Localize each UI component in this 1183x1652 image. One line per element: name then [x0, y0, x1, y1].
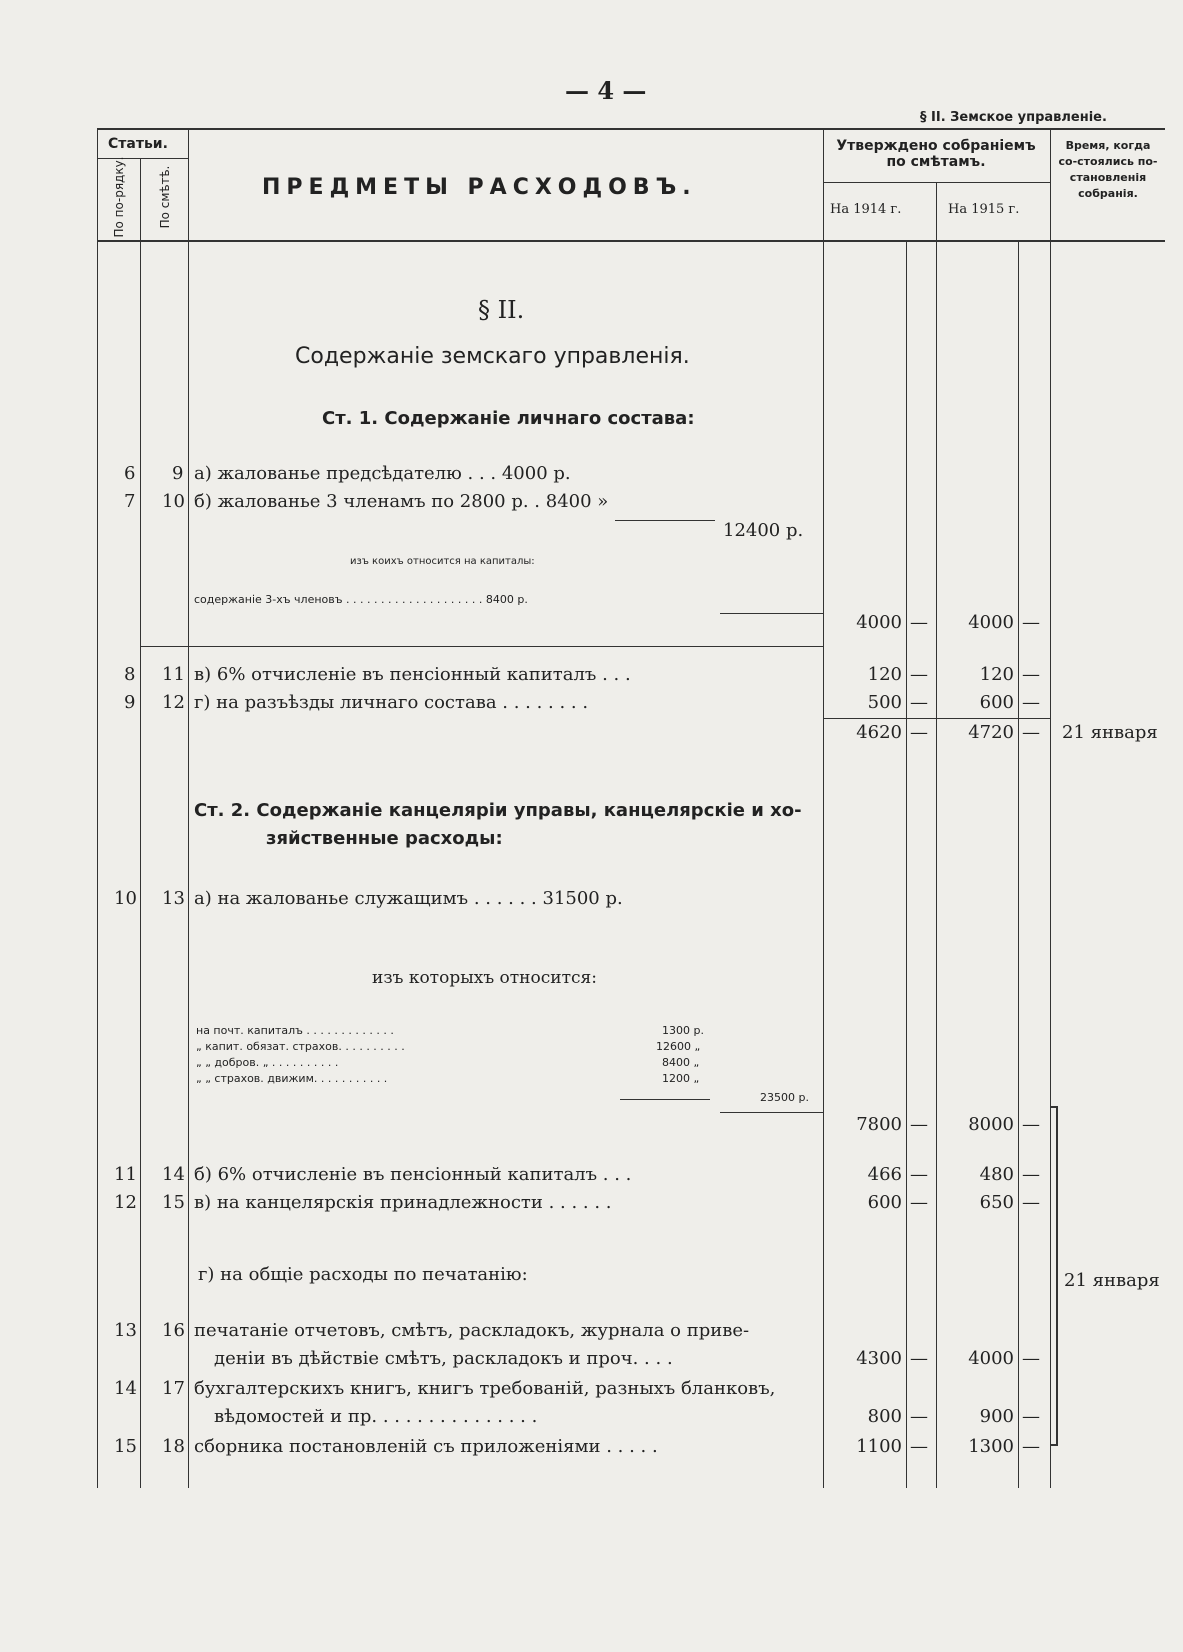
col-rule-1915-kop — [1018, 242, 1019, 1488]
header-year-1914: На 1914 г. — [830, 202, 902, 217]
resolution-date: 21 января — [1062, 722, 1158, 743]
col-rule-left — [97, 128, 98, 1488]
order-number: 15 — [114, 1436, 137, 1457]
col-rule-order — [140, 158, 141, 1488]
section-title: Содержаніе земскаго управленія. — [295, 344, 690, 369]
header-articles: Статьи. — [108, 136, 168, 152]
detail-value: 1200 „ — [662, 1072, 700, 1085]
total-1914: 4620 — [856, 722, 902, 743]
dash: — — [910, 1348, 928, 1369]
value-1915: 120 — [979, 664, 1014, 685]
dash: — — [910, 692, 928, 713]
st1-capital-line: содержаніе 3-хъ членовъ . . . . . . . . . . . . . . . . . . . . 8400 р. — [194, 593, 528, 606]
group-bracket — [1056, 1106, 1058, 1446]
estimate-number: 13 — [162, 888, 185, 909]
value-1914: 466 — [867, 1164, 902, 1185]
row-text: а) жалованье предсѣдателю . . . 4000 р. — [194, 463, 571, 484]
estimate-number: 9 — [172, 463, 184, 484]
dash: — — [1022, 1406, 1040, 1427]
estimate-number: 14 — [162, 1164, 185, 1185]
estimate-number: 16 — [162, 1320, 185, 1341]
header-by-order: По по-рядку. — [112, 156, 126, 238]
dash: — — [1022, 1192, 1040, 1213]
order-number: 8 — [124, 664, 136, 685]
order-number: 10 — [114, 888, 137, 909]
row-text: печатаніе отчетовъ, смѣтъ, раскладокъ, журнала о приве- — [194, 1320, 750, 1341]
st1-total-a-1915: 4000 — [968, 612, 1014, 633]
value-1914: 600 — [867, 1192, 902, 1213]
row-text: г) на разъѣзды личнаго состава . . . . . . . . — [194, 692, 589, 713]
section-mark: § II. — [478, 296, 525, 324]
st1-subtotal: 12400 р. — [723, 520, 804, 541]
value-1914: 120 — [867, 664, 902, 685]
st2-title-line1: Ст. 2. Содержаніе канцеляріи управы, канцелярскіе и хо- — [194, 800, 802, 821]
page-number: — 4 — — [565, 76, 647, 105]
col-rule-1914 — [823, 128, 824, 1488]
estimate-number: 17 — [162, 1378, 185, 1399]
st2-note: изъ которыхъ относится: — [372, 968, 597, 988]
total-a-1914: 7800 — [856, 1114, 902, 1135]
dash: — — [910, 1406, 928, 1427]
order-number: 12 — [114, 1192, 137, 1213]
row-text: вѣдомостей и пр. . . . . . . . . . . . . . . — [214, 1406, 538, 1427]
header-approved: Утверждено собраніемъ по смѣтамъ. — [836, 138, 1036, 170]
st1-capital-rule — [720, 613, 823, 614]
row-text: б) жалованье 3 членамъ по 2800 р. . 8400 » — [194, 491, 609, 512]
years-rule — [823, 182, 1050, 183]
st2-title-line2: зяйственные расходы: — [266, 828, 503, 849]
dash: — — [1022, 722, 1040, 743]
st1-title: Ст. 1. Содержаніе личнаго состава: — [322, 408, 695, 429]
order-number: 14 — [114, 1378, 137, 1399]
total-rule — [823, 718, 1050, 719]
col-rule-1915 — [936, 182, 937, 1488]
order-number: 6 — [124, 463, 136, 484]
detail-value: 8400 „ — [662, 1056, 700, 1069]
value-1914: 800 — [867, 1406, 902, 1427]
dash: — — [910, 1164, 928, 1185]
order-number: 7 — [124, 491, 136, 512]
articles-rule — [97, 158, 188, 159]
detail-label: „ „ страхов. движим. . . . . . . . . . . — [196, 1072, 388, 1085]
row-text: в) на канцелярскія принадлежности . . . . . . — [194, 1192, 612, 1213]
value-1915: 600 — [979, 692, 1014, 713]
dash: — — [910, 1114, 928, 1135]
header-time: Время, когда со-стоялись по-становленія собранія. — [1058, 139, 1158, 200]
section-running-header: § II. Земское управленіе. — [920, 110, 1107, 125]
detail-label: „ „ добров. „ . . . . . . . . . . — [196, 1056, 339, 1069]
value-1915: 4000 — [968, 1348, 1014, 1369]
dash: — — [1022, 1164, 1040, 1185]
dash: — — [910, 722, 928, 743]
table-top-rule — [97, 128, 1165, 130]
header-bottom-rule — [97, 240, 1165, 242]
details-total: 23500 р. — [760, 1091, 809, 1104]
dash: — — [910, 612, 928, 633]
total-a-1915: 8000 — [968, 1114, 1014, 1135]
row-text: в) 6% отчисленіе въ пенсіонный капиталъ . . . — [194, 664, 631, 685]
total-1915: 4720 — [968, 722, 1014, 743]
st1-total-a-1914: 4000 — [856, 612, 902, 633]
value-1914: 4300 — [856, 1348, 902, 1369]
value-1914: 500 — [867, 692, 902, 713]
dash: — — [910, 664, 928, 685]
header-year-1915: На 1915 г. — [948, 202, 1020, 217]
order-number: 9 — [124, 692, 136, 713]
dash: — — [1022, 612, 1040, 633]
detail-value: 12600 „ — [656, 1040, 701, 1053]
st2-row-g: г) на общіе расходы по печатанію: — [198, 1264, 528, 1285]
value-1914: 1100 — [856, 1436, 902, 1457]
order-number: 13 — [114, 1320, 137, 1341]
col-rule-1914-kop — [906, 242, 907, 1488]
value-1915: 480 — [979, 1164, 1014, 1185]
group-bracket-top — [1050, 1106, 1058, 1108]
dash: — — [1022, 1348, 1040, 1369]
subtotal-rule — [615, 520, 715, 521]
row-text: сборника постановленій съ приложеніями . . . . . — [194, 1436, 658, 1457]
dash: — — [910, 1192, 928, 1213]
st1-capital-note: изъ коихъ относится на капиталы: — [350, 556, 535, 567]
detail-value: 1300 р. — [662, 1024, 704, 1037]
estimate-number: 11 — [162, 664, 185, 685]
dash: — — [910, 1436, 928, 1457]
estimate-number: 15 — [162, 1192, 185, 1213]
col-rule-est — [188, 128, 189, 1488]
rule — [140, 646, 823, 647]
value-1915: 1300 — [968, 1436, 1014, 1457]
detail-label: „ капит. обязат. страхов. . . . . . . . . . — [196, 1040, 405, 1053]
header-subjects: ПРЕДМЕТЫ РАСХОДОВЪ. — [262, 175, 697, 200]
estimate-number: 10 — [162, 491, 185, 512]
dash: — — [1022, 692, 1040, 713]
estimate-number: 12 — [162, 692, 185, 713]
detail-label: на почт. капиталъ . . . . . . . . . . . . . — [196, 1024, 394, 1037]
value-1915: 650 — [979, 1192, 1014, 1213]
dash: — — [1022, 1114, 1040, 1135]
dash: — — [1022, 1436, 1040, 1457]
col-rule-time — [1050, 128, 1051, 1488]
estimate-number: 18 — [162, 1436, 185, 1457]
details-bottom-rule — [720, 1112, 823, 1113]
order-number: 11 — [114, 1164, 137, 1185]
header-by-estimate: По смѣтѣ. — [158, 165, 172, 229]
dash: — — [1022, 664, 1040, 685]
row-text: а) на жалованье служащимъ . . . . . . 31500 р. — [194, 888, 623, 909]
details-rule — [620, 1099, 710, 1100]
row-text: бухгалтерскихъ книгъ, книгъ требованій, разныхъ бланковъ, — [194, 1378, 776, 1399]
row-text: б) 6% отчисленіе въ пенсіонный капиталъ . . . — [194, 1164, 632, 1185]
group-bracket-bottom — [1050, 1444, 1058, 1446]
st2-resolution-date: 21 января — [1064, 1270, 1160, 1291]
row-text: деніи въ дѣйствіе смѣтъ, раскладокъ и проч. . . . — [214, 1348, 673, 1369]
value-1915: 900 — [979, 1406, 1014, 1427]
